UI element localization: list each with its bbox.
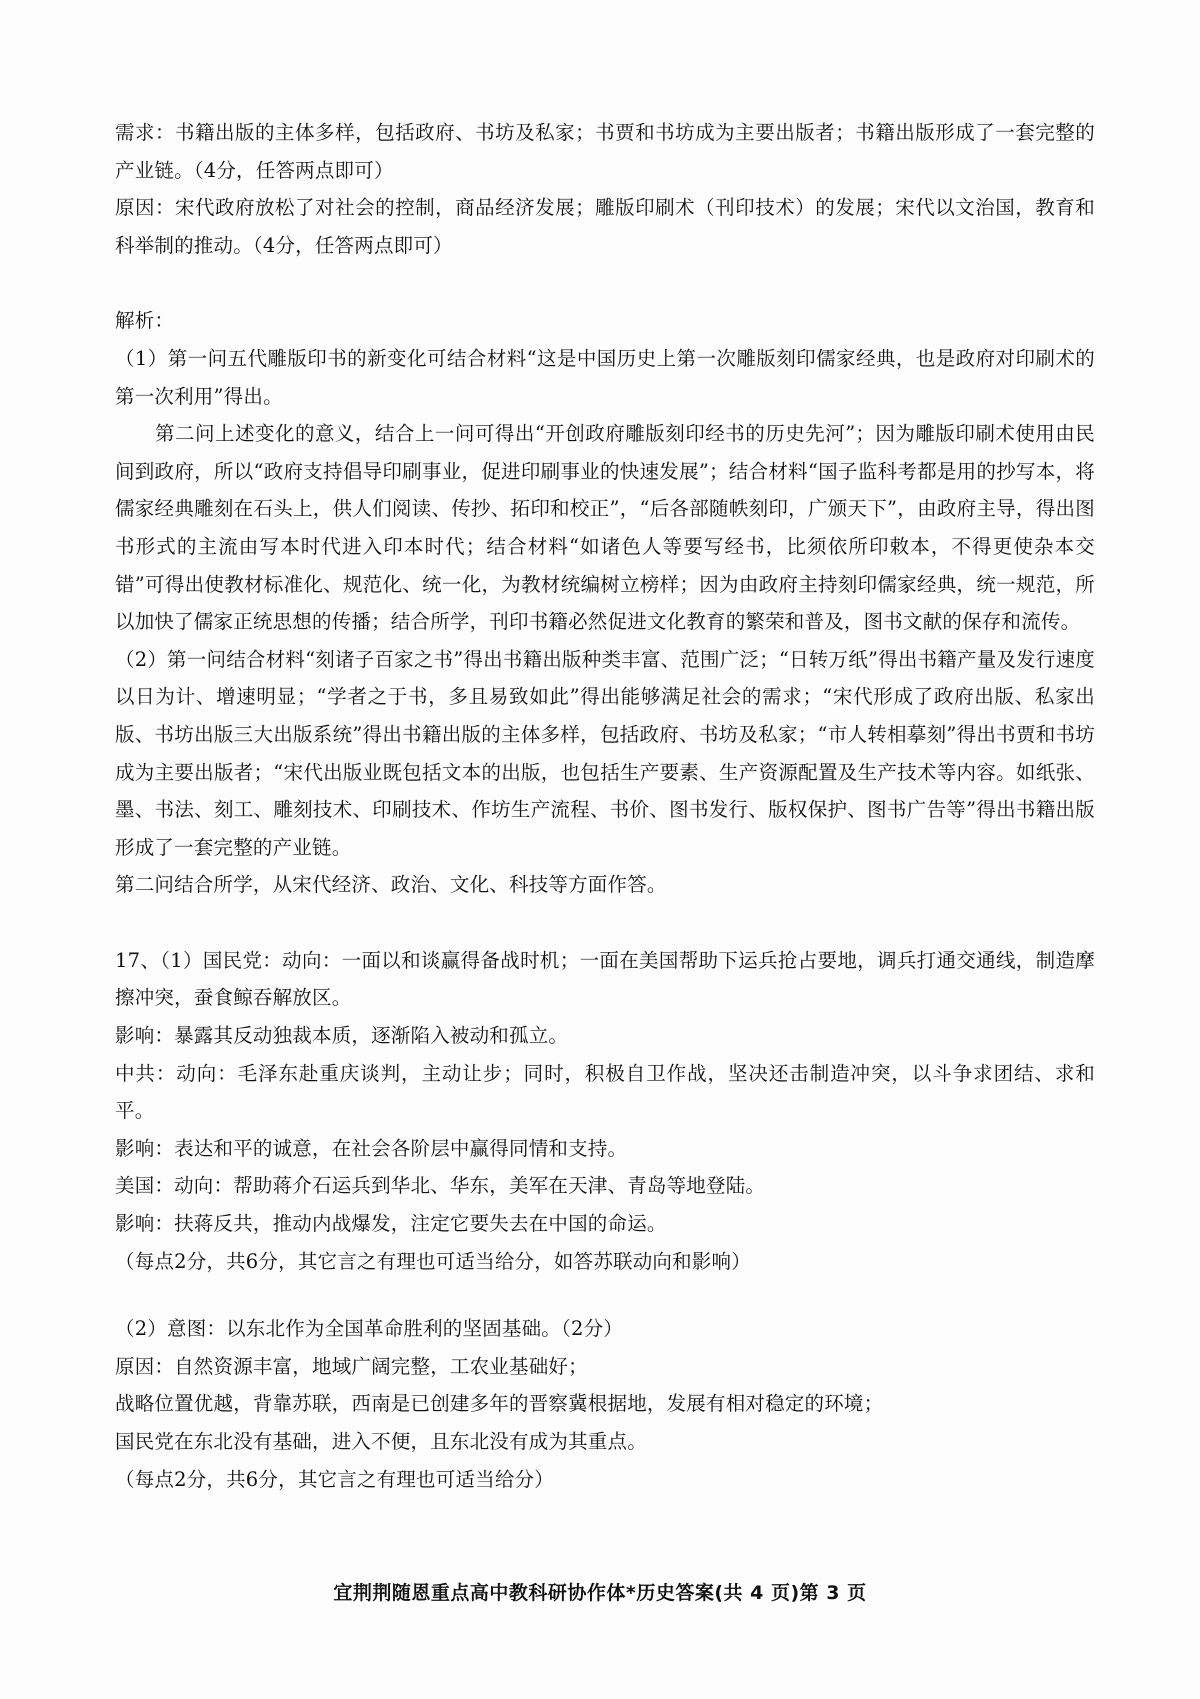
analysis-part2-q1: （2）第一问结合材料“刻诸子百家之书”得出书籍出版种类丰富、范围广泛；“日转万纸”得出书籍产量及发行速度以日为计、增速明显；“学者之于书，多且易致如此”得出能够满足社会的需求；“宋代形成了政府出版、私家出版、书坊出版三大出版系统”得出书籍出版的主体多样，包括政府、书坊及私家；“市人转相摹刻”得出书贾和书坊成为主要出版者；“宋代出版业既包括文本的出版，也包括生产要素、生产资源配置及生产技术等内容。如纸张、墨、书法、刻工、雕刻技术、印刷技术、作坊生产流程、书价、图书发行、版权保护、图书广告等”得出书籍出版形成了一套完整的产业链。 xyxy=(115,647,1095,859)
spacer xyxy=(115,1280,1095,1310)
document-body xyxy=(115,114,1095,1498)
q17-part2-reason-2: 战略位置优越，背靠苏联，西南是已创建多年的晋察冀根据地，发展有相对稳定的环境； xyxy=(115,1392,884,1416)
page-footer: 宜荆荆随恩重点高中教科研协作体*历史答案(共 4 页)第 3 页 xyxy=(333,1582,867,1604)
answer-reason: 原因：宋代政府放松了对社会的控制，商品经济发展；雕版印刷术（刊印技术）的发展；宋代以文治国，教育和科举制的推动。（4分，任答两点即可） xyxy=(115,196,1095,257)
answer-demand: 需求：书籍出版的主体多样，包括政府、书坊及私家；书贾和书坊成为主要出版者；书籍出版形成了一套完整的产业链。（4分，任答两点即可） xyxy=(115,121,1095,182)
analysis-part2-q2: 第二问结合所学，从宋代经济、政治、文化、科技等方面作答。 xyxy=(115,873,667,897)
q17-us-impact: 影响：扶蒋反共，推动内战爆发，注定它要失去在中国的命运。 xyxy=(115,1212,667,1236)
analysis-heading: 解析： xyxy=(115,309,175,333)
q17-part1-scoring: （每点2分，共6分，其它言之有理也可适当给分，如答苏联动向和影响） xyxy=(115,1249,751,1273)
q17-us-trend: 美国：动向：帮助蒋介石运兵到华北、华东，美军在天津、青岛等地登陆。 xyxy=(115,1174,766,1198)
q17-ccp-impact: 影响：表达和平的诚意，在社会各阶层中赢得同情和支持。 xyxy=(115,1136,628,1160)
spacer xyxy=(115,264,1095,302)
spacer xyxy=(115,904,1095,942)
q17-part2-intent: （2）意图：以东北作为全国革命胜利的坚固基础。（2分） xyxy=(115,1317,623,1341)
q17-part2-reason-1: 原因：自然资源丰富，地域广阔完整，工农业基础好； xyxy=(115,1354,588,1378)
q17-part2-reason-3: 国民党在东北没有基础，进入不便，且东北没有成为其重点。 xyxy=(115,1430,647,1453)
analysis-part1-q2: 第二问上述变化的意义，结合上一问可得出“开创政府雕版刻印经书的历史先河”；因为雕版印刷术使用由民间到政府，所以“政府支持倡导印刷事业，促进印刷事业的快速发展”；结合材料“国子监科考都是用的抄写本，将儒家经典雕刻在石头上，供人们阅读、传抄、拓印和校正”，“后各部随帙刻印，广颁天下”，由政府主导，得出图书形式的主流由写本时代进入印本时代；结合材料“如诸色人等要写经书，比须依所印敕本，不得更使杂本交错”可得出使教材标准化、规范化、统一化，为教材统编树立榜样；因为由政府主持刻印儒家经典，统一规范，所以加快了儒家正统思想的传播；结合所学，刊印书籍必然促进文化教育的繁荣和普及，图书文献的保存和流传。 xyxy=(115,422,1095,634)
q17-kmt-trend: 17、（1）国民党：动向：一面以和谈赢得备战时机；一面在美国帮助下运兵抢占要地，调兵打通交通线，制造摩擦冲突，蚕食鲸吞解放区。 xyxy=(115,948,1095,1010)
analysis-part1-q1: （1）第一问五代雕版印书的新变化可结合材料“这是中国历史上第一次雕版刻印儒家经典，也是政府对印刷术的第一次利用”得出。 xyxy=(115,346,1095,408)
q17-part2-scoring: （每点2分，共6分，其它言之有理也可适当给分） xyxy=(115,1467,554,1491)
q17-ccp-trend: 中共：动向：毛泽东赴重庆谈判，主动让步；同时，积极自卫作战，坚决还击制造冲突，以斗争求团结、求和平。 xyxy=(115,1061,1095,1123)
q17-kmt-impact: 影响：暴露其反动独裁本质，逐渐陷入被动和孤立。 xyxy=(115,1024,569,1048)
